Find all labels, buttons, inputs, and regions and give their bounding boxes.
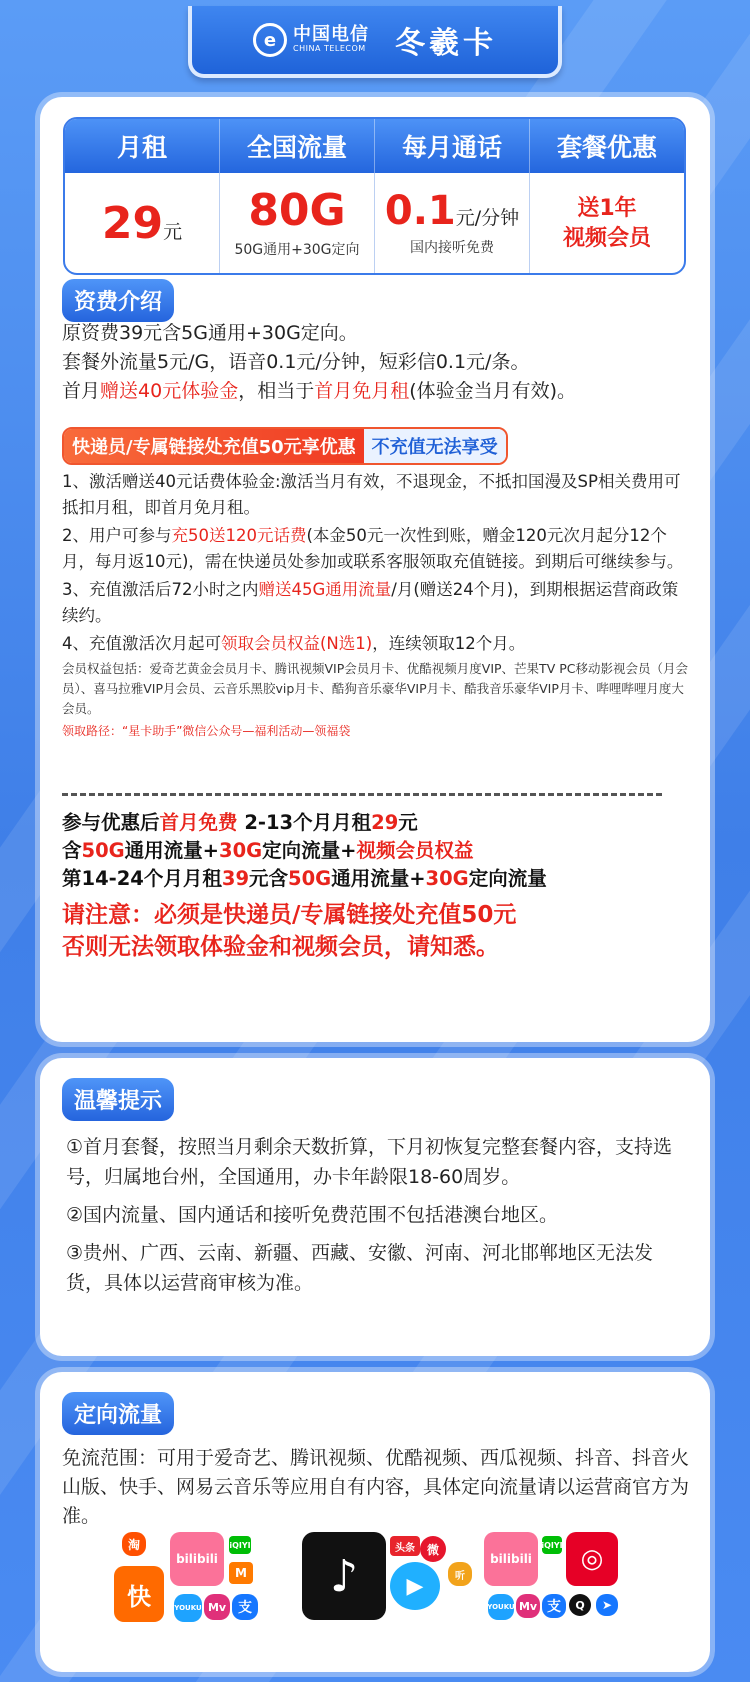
summary-block [62,809,692,893]
mgtv-icon: Mv [204,1594,230,1620]
tip-1: ①首月套餐，按照当月剩余天数折算，下月初恢复完整套餐内容，支持选号，归属地台州，全国通用，办卡年龄限18-60周岁。 [66,1136,673,1188]
rent-unit: 元 [163,221,183,243]
brand-en: CHINA TELECOM [293,44,366,54]
offer-line2: 视频会员 [562,226,651,251]
bilibili-icon: bilibili [170,1532,224,1586]
data-note: 50G通用+30G定向 [234,242,360,258]
rule-2: 2、用户可参与充50送120元话费(本金50元一次性到账，赠金120元次月起分12个月，每月返10元)，需在快递员处参加或联系客服领取充值链接。到期后可继续参与。 [62,526,684,571]
fee-line2: 套餐外流量5元/G，语音0.1元/分钟，短彩信0.1元/条。 [62,351,530,373]
call-cell [375,173,530,275]
fee-line1: 原资费39元含5G通用+30G定向。 [62,322,358,344]
header-calls: 每月通话 [375,119,530,173]
mgtv-icon-2: Mv [516,1594,540,1618]
header-offer: 套餐优惠 [556,133,657,162]
youku-icon: YOUKU [174,1594,202,1622]
benefits-list: 会员权益包括：爱奇艺黄金会员月卡、腾讯视频VIP会员月卡、优酷视频月度VIP、芒果TV PC移动影视会员（月会员）、喜马拉雅VIP月会员、云音乐黑胶vip月卡、酷狗音乐豪华VIP月卡、酷我音乐豪华VIP月卡、哔哩哔哩月度大会员。 [62,661,688,716]
china-telecom-logo [253,23,369,57]
fee-section-title: 资费介绍 [62,279,174,322]
fee-text [62,319,692,406]
card-title: 冬羲卡 [395,26,497,61]
warning-line1: 请注意：必须是快递员/专属链接处充值50元 [62,902,517,928]
summary-line3: 第14-24个月月租39元含50G通用流量+30G定向流量 [62,867,547,890]
rule-3: 3、充值激活后72小时之内赠送45G通用流量/月(赠送24个月)，到期根据运营商政策续约。 [62,580,679,625]
brand-cn: 中国电信 [293,24,369,46]
app-icons [114,1532,634,1642]
tip-3: ③贵州、广西、云南、新疆、西藏、安徽、河南、河北邯郸地区无法发货，具体以运营商审核为准。 [66,1242,654,1294]
claim-path: 领取路径：“星卡助手”微信公众号—福利活动—领福袋 [62,724,351,738]
tips-list [66,1132,686,1306]
youku-icon-2: YOUKU [488,1594,514,1620]
promo-note: 不充值无法享受 [364,429,506,463]
bilibili-icon-2: bilibili [484,1532,538,1586]
promo-label: 快递员/专属链接处充值50元享优惠 [64,429,364,463]
iqiyi-icon-2: iQIYI [542,1536,562,1554]
alipay-icon: 支 [232,1594,258,1620]
data-value: 80G [248,185,346,236]
rent-cell [65,173,220,275]
rules-list [62,469,692,743]
rent-value: 29 [101,198,164,249]
header-rent: 月租 [65,119,220,173]
qq-icon: Q [569,1594,591,1616]
tip-2: ②国内流量、国内通话和接听免费范围不包括港澳台地区。 [66,1204,559,1226]
summary-line1: 参与优惠后首月免费 2-13个月月租29元 [62,811,418,834]
alipay-icon-2: 支 [542,1594,566,1618]
warning-line2: 否则无法领取体验金和视频会员，请知悉。 [62,934,499,960]
data-cell [220,173,375,275]
rule-1: 1、激活赠送40元话费体验金:激活当月有效，不退现金，不抵扣国漫及SP相关费用可抵扣月租，即首月免月租。 [62,472,681,517]
tips-card [40,1058,710,1356]
plan-table [63,117,686,275]
qingting-icon: 听 [448,1562,472,1586]
fee-line3: 首月赠送40元体验金，相当于首月免月租(体验金当月有效)。 [62,380,577,402]
netease-music-icon: ◎ [566,1532,618,1586]
offer-line1: 送1年 [577,196,637,222]
rule-4: 4、充值激活次月起可领取会员权益(N选1)，连续领取12个月。 [62,634,526,653]
mango-icon: M [229,1562,253,1584]
directed-text: 免流范围：可用于爱奇艺、腾讯视频、优酷视频、西瓜视频、抖音、抖音火山版、快手、网易云音乐等应用自有内容，具体定向流量请以运营商官方为准。 [62,1447,690,1527]
kuaishou-icon: 快 [114,1566,164,1622]
toutiao-icon: 头条 [390,1536,420,1556]
call-unit: 元/分钟 [455,207,520,229]
offer-cell [530,173,684,275]
promo-banner [62,427,508,465]
dingtalk-icon: ➤ [596,1594,618,1616]
call-value: 0.1 [384,188,456,234]
tips-section-title: 温馨提示 [62,1078,174,1121]
call-note: 国内接听免费 [410,240,494,256]
tencent-video-icon: ▶ [390,1562,440,1610]
weibo-icon: 微 [420,1536,446,1562]
iqiyi-icon: iQIYI [229,1536,251,1554]
warning-block [62,899,692,963]
telecom-logo-icon: e [253,23,287,57]
header-data: 全国流量 [220,119,375,173]
summary-line2: 含50G通用流量+30G定向流量+视频会员权益 [62,839,474,862]
tiktok-icon: ♪ [302,1532,386,1620]
header-banner [188,6,562,78]
divider [62,793,662,796]
directed-data-card [40,1372,710,1672]
directed-section-title: 定向流量 [62,1392,174,1435]
plan-card [40,97,710,1042]
taobao-icon: 淘 [122,1532,146,1556]
